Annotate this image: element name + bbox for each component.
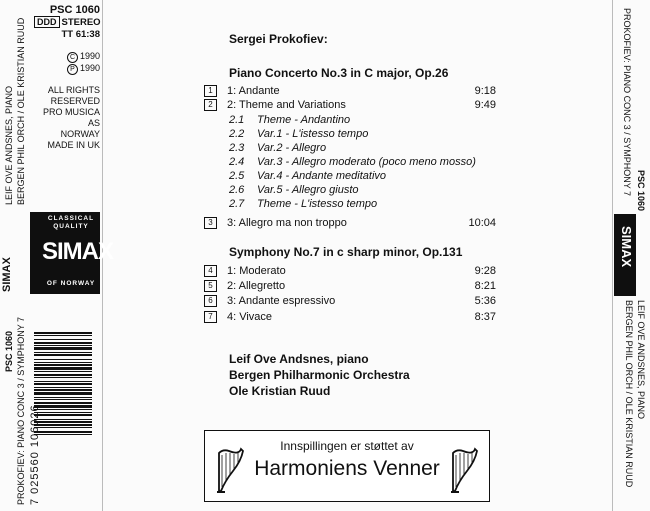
track-row	[204, 311, 496, 324]
track-duration: 9:28	[474, 265, 496, 277]
subtrack-row: 2.4 Var.3 - Allegro moderato (poco meno mosso)	[229, 156, 476, 168]
copyright-icon: C	[67, 52, 78, 63]
subtrack-row: 2.2 Var.1 - L'istesso tempo	[229, 128, 369, 140]
track-number-box: 3	[204, 217, 217, 229]
logo-top-text: CLASSICAL QUALITY	[47, 215, 95, 230]
barcode	[34, 330, 100, 502]
sponsor-box	[204, 430, 490, 502]
rights-notice: ALL RIGHTS RESERVED PRO MUSICA AS NORWAY MADE IN UK	[42, 85, 100, 150]
phonogram-icon: P	[67, 64, 78, 75]
spine-performers-1: LEIF OVE ANDSNES, PIANO	[4, 85, 14, 205]
track-duration: 9:18	[474, 85, 496, 97]
subtrack-row: 2.6 Var.5 - Allegro giusto	[229, 184, 359, 196]
track-duration: 9:49	[474, 99, 496, 111]
track-row	[204, 99, 496, 112]
subtrack-row: 2.7 Theme - L'istesso tempo	[229, 198, 378, 210]
stereo-label: STEREO	[61, 17, 101, 28]
subtrack-row: 2.1 Theme - Andantino	[229, 114, 351, 126]
performer-credits	[229, 351, 410, 399]
track-title: 3: Allegro ma non troppo	[227, 217, 347, 229]
track-title: 1: Andante	[227, 85, 280, 97]
track-number-box: 4	[204, 265, 217, 277]
right-spine-logo-text: SIMAX	[619, 226, 634, 268]
phonogram-year: 1990	[79, 63, 100, 73]
track-row	[204, 265, 496, 278]
track-duration: 8:37	[474, 311, 496, 323]
credit-orchestra: Bergen Philharmonic Orchestra	[229, 368, 410, 382]
right-spine-catalog: PSC 1060	[636, 170, 646, 212]
credit-conductor: Ole Kristian Ruud	[229, 384, 331, 398]
copyright-year: 1990	[79, 51, 100, 61]
logo-bottom-text: OF NORWAY	[46, 280, 96, 287]
subtrack-row: 2.3 Var.2 - Allegro	[229, 142, 327, 154]
track-row	[204, 85, 496, 98]
ddd-badge: DDD	[34, 16, 60, 28]
track-title: 1: Moderato	[227, 265, 286, 277]
track-title: 2: Theme and Variations	[227, 99, 346, 111]
work-title: Piano Concerto No.3 in C major, Op.26	[229, 66, 449, 80]
subtrack-row: 2.5 Var.4 - Andante meditativo	[229, 170, 387, 182]
track-title: 4: Vivace	[227, 311, 273, 323]
track-number-box: 6	[204, 295, 217, 307]
right-spine-title: PROKOFIEV: PIANO CONC 3 / SYMPHONY 7	[622, 8, 632, 197]
composer-name: Sergei Prokofiev:	[229, 32, 328, 46]
spine-title-bottom: PROKOFIEV: PIANO CONC 3 / SYMPHONY 7	[16, 316, 26, 505]
track-number-box: 1	[204, 85, 217, 97]
track-row	[204, 280, 496, 293]
track-title: 3: Andante espressivo	[227, 295, 336, 307]
total-duration: TT 61:38	[61, 29, 100, 40]
barcode-number: 7 025560 106026	[29, 404, 41, 505]
work-title: Symphony No.7 in c sharp minor, Op.131	[229, 245, 463, 259]
track-duration: 5:36	[474, 295, 496, 307]
credit-soloist: Leif Ove Andsnes, piano	[229, 352, 369, 366]
sponsor-text: Innspillingen er støttet av	[280, 439, 414, 453]
logo-main-text: SIMAX	[42, 238, 114, 265]
track-row	[204, 217, 496, 230]
spine-metadata	[34, 4, 100, 151]
sponsor-name: Harmoniens Venner	[254, 457, 440, 480]
spine-logo-text: SIMAX	[1, 257, 13, 292]
track-duration: 8:21	[474, 280, 496, 292]
right-spine-performers-2: BERGEN PHIL ORCH / OLE KRISTIAN RUUD	[624, 300, 634, 488]
spine-catalog-bottom: PSC 1060	[4, 330, 14, 372]
track-row	[204, 295, 496, 308]
track-number-box: 7	[204, 311, 217, 323]
track-number-box: 5	[204, 280, 217, 292]
track-title: 2: Allegretto	[227, 280, 286, 292]
spine-performers-2: BERGEN PHIL ORCH / OLE KRISTIAN RUUD	[16, 17, 26, 205]
right-spine-performers-1: LEIF OVE ANDSNES, PIANO	[636, 300, 646, 420]
track-number-box: 2	[204, 99, 217, 111]
track-duration: 10:04	[468, 217, 496, 229]
simax-logo	[30, 212, 114, 294]
harp-icon	[447, 447, 481, 495]
catalog-number: PSC 1060	[49, 4, 100, 16]
